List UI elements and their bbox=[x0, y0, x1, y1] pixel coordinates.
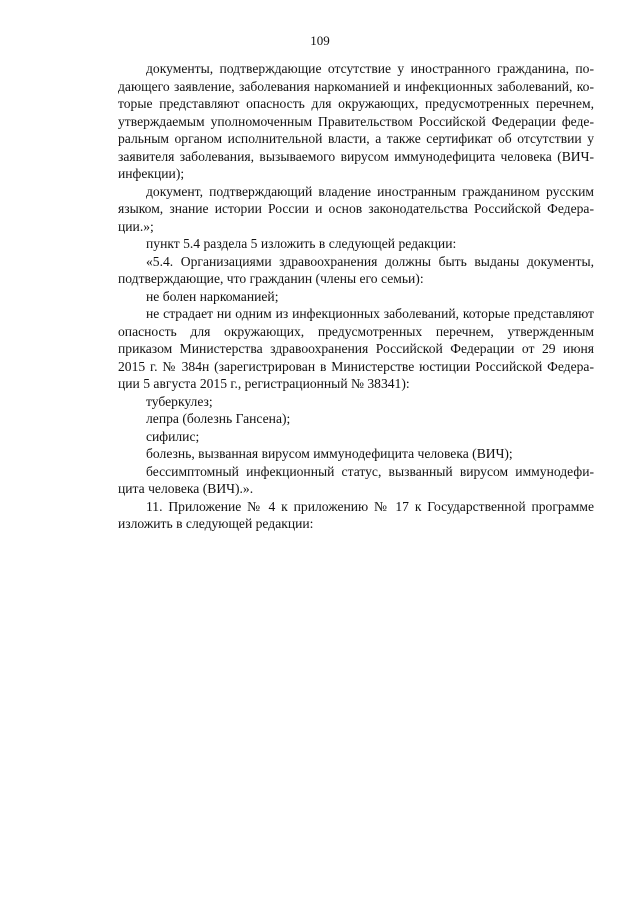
paragraph-clause-5-4-text: «5.4. Организациями здравоохранения должны быть выданы документы, подтверждающие, что гражданин (члены его семьи): bbox=[118, 253, 594, 286]
paragraph-required-documents: документы, подтверждающие отсутствие у иностранного гражданина, подающего заявление, заболевания наркоманией и инфекционных заболеваний, которые представляют опасность для окружающих, предусмотренных перечнем, утверждаемым уполномоченным Правительством Российской Федерации федеральным органом исполнительной власти, а также сертификат об отсутствии у заявителя заболевания, вызываемого вирусом иммунодефицита человека (ВИЧ-инфекции); bbox=[118, 61, 594, 181]
list-item-syphilis: сифилис; bbox=[146, 428, 200, 444]
list-item-hiv-status: бессимптомный инфекционный статус, вызванный вирусом иммунодефицита человека (ВИЧ).». bbox=[118, 463, 594, 496]
list-item-leprosy: лепра (болезнь Гансена); bbox=[146, 411, 291, 426]
list-item-hiv-disease: болезнь, вызванная вирусом иммунодефицита человека (ВИЧ); bbox=[146, 446, 513, 461]
document-body bbox=[118, 60, 594, 533]
paragraph-infectious-diseases: не страдает ни одним из инфекционных заболеваний, которые представляют опасность для окружающих, предусмотренных перечнем, утвержденным приказом Министерства здравоохранения Российской Федерации от 29 июня 2015 г. № 384н (зарегистрирован в Министерстве юстиции Российской Федерации 5 августа 2015 г., регистрационный № 38341): bbox=[118, 306, 594, 391]
page-number: 109 bbox=[310, 33, 330, 48]
paragraph-clause-5-4-amendment: пункт 5.4 раздела 5 изложить в следующей редакции: bbox=[146, 236, 457, 251]
paragraph-appendix-4-amendment: 11. Приложение № 4 к приложению № 17 к Государственной программе изложить в следующей редакции: bbox=[118, 498, 594, 531]
list-item-drug-addiction: не болен наркоманией; bbox=[146, 288, 279, 304]
paragraph-russian-language-document: документ, подтверждающий владение иностранным гражданином русским языком, знание истории России и основ законодательства Российской Федерации.»; bbox=[118, 183, 594, 234]
list-item-tuberculosis: туберкулез; bbox=[146, 393, 213, 409]
